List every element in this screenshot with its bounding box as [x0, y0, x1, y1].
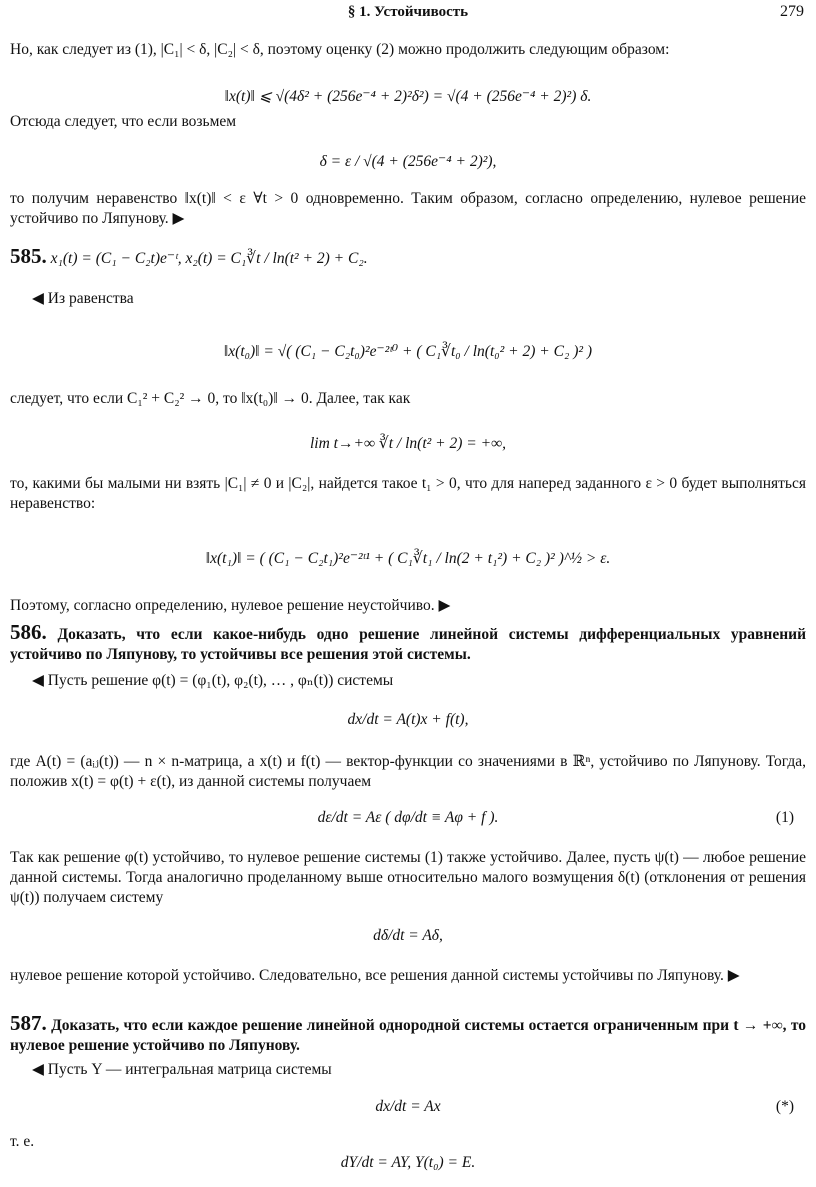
- paragraph: то, какими бы малыми ни взять |C₁| ≠ 0 и |C₂|, найдется такое t₁ > 0, что для наперед заданного ε > 0 будет выполняться неравенство:: [10, 475, 806, 512]
- problem-587: [10, 1013, 806, 1056]
- problem-number: 586.: [10, 620, 47, 644]
- problem-586: [10, 622, 806, 665]
- problem-585: [10, 246, 806, 269]
- paragraph: где A(t) = (aᵢⱼ(t)) — n × n-матрица, a x(t) и f(t) — вектор-функции со значениями в ℝⁿ, устойчиво по Ляпунову. Тогда, положив x(t) = φ(t) + ε(t), из данной системы получаем: [10, 753, 806, 790]
- problem-statement: x₁(t) = (C₁ − C₂t)e⁻ᵗ, x₂(t) = C₁∛t / ln(t² + 2) + C₂.: [50, 250, 368, 267]
- problem-number: 585.: [10, 244, 47, 268]
- equation-tag: (1): [775, 809, 794, 826]
- equation: ‖x(t)‖ ⩽ √(4δ² + (256e⁻⁴ + 2)²δ²) = √(4 + (256e⁻⁴ + 2)²) δ.: [224, 88, 592, 105]
- problem-statement: Доказать, что если какое-нибудь одно решение линейной системы дифференциальных уравнений устойчиво по Ляпунову, то устойчивы все решения этой системы.: [10, 626, 807, 663]
- equation: dx/dt = Ax: [375, 1098, 441, 1115]
- section-title: § 1. Устойчивость: [347, 4, 469, 20]
- equation: ‖x(t₁)‖ = ( (C₁ − C₂t₁)²e⁻²ᵗ¹ + ( C₁∛t₁ / ln(2 + t₁²) + C₂ )² )^½ > ε.: [205, 550, 611, 567]
- page-number: 279: [780, 3, 804, 20]
- equation: lim t→+∞ ∛t / ln(t² + 2) = +∞,: [310, 435, 506, 452]
- equation: dx/dt = A(t)x + f(t),: [347, 711, 469, 728]
- paragraph: следует, что если C₁² + C₂² → 0, то ‖x(t₀)‖ → 0. Далее, так как: [10, 390, 411, 407]
- paragraph: Поэтому, согласно определению, нулевое решение неустойчиво. ▶: [10, 597, 451, 614]
- equation-star: [10, 1097, 806, 1117]
- equation: dε/dt = Aε ( dφ/dt ≡ Aφ + f ).: [317, 809, 499, 826]
- paragraph: ◀ Пусть решение φ(t) = (φ₁(t), φ₂(t), … , φₙ(t)) системы: [32, 672, 394, 689]
- paragraph: т. е.: [10, 1133, 35, 1150]
- paragraph: Но, как следует из (1), |C₁| < δ, |C₂| < δ, поэтому оценку (2) можно продолжить следующим образом:: [10, 41, 670, 58]
- paragraph: ◀ Пусть Y — интегральная матрица системы: [32, 1061, 332, 1078]
- running-header: [0, 2, 816, 24]
- equation: δ = ε / √(4 + (256e⁻⁴ + 2)²),: [319, 153, 497, 170]
- equation-1: [10, 808, 806, 828]
- equation: dδ/dt = Aδ,: [373, 927, 443, 944]
- problem-statement: Доказать, что если каждое решение линейной однородной системы остается ограниченным при t → +∞, то нулевое решение устойчиво по Ляпунову.: [10, 1017, 806, 1054]
- paragraph: то получим неравенство ‖x(t)‖ < ε ∀t > 0 одновременно. Таким образом, согласно определению, нулевое решение устойчиво по Ляпунову. ▶: [10, 190, 806, 227]
- equation: dY/dt = AY, Y(t₀) = E.: [340, 1154, 476, 1171]
- equation: ‖x(t₀)‖ = √( (C₁ − C₂t₀)²e⁻²ᵗ⁰ + ( C₁∛t₀ / ln(t₀² + 2) + C₂ )² ): [223, 343, 593, 360]
- paragraph: ◀ Из равенства: [32, 290, 134, 307]
- paragraph: Так как решение φ(t) устойчиво, то нулевое решение системы (1) также устойчиво. Далее, пусть ψ(t) — любое решение данной системы. Тогда аналогично проделанному выше относительно малого возмущения δ(t) (отклонения от решения ψ(t)) получаем систему: [10, 849, 806, 906]
- paragraph: Отсюда следует, что если возьмем: [10, 113, 237, 130]
- paragraph: нулевое решение которой устойчиво. Следовательно, все решения данной системы устойчивы по Ляпунову. ▶: [10, 967, 740, 984]
- problem-number: 587.: [10, 1011, 47, 1035]
- equation-tag: (*): [775, 1098, 794, 1115]
